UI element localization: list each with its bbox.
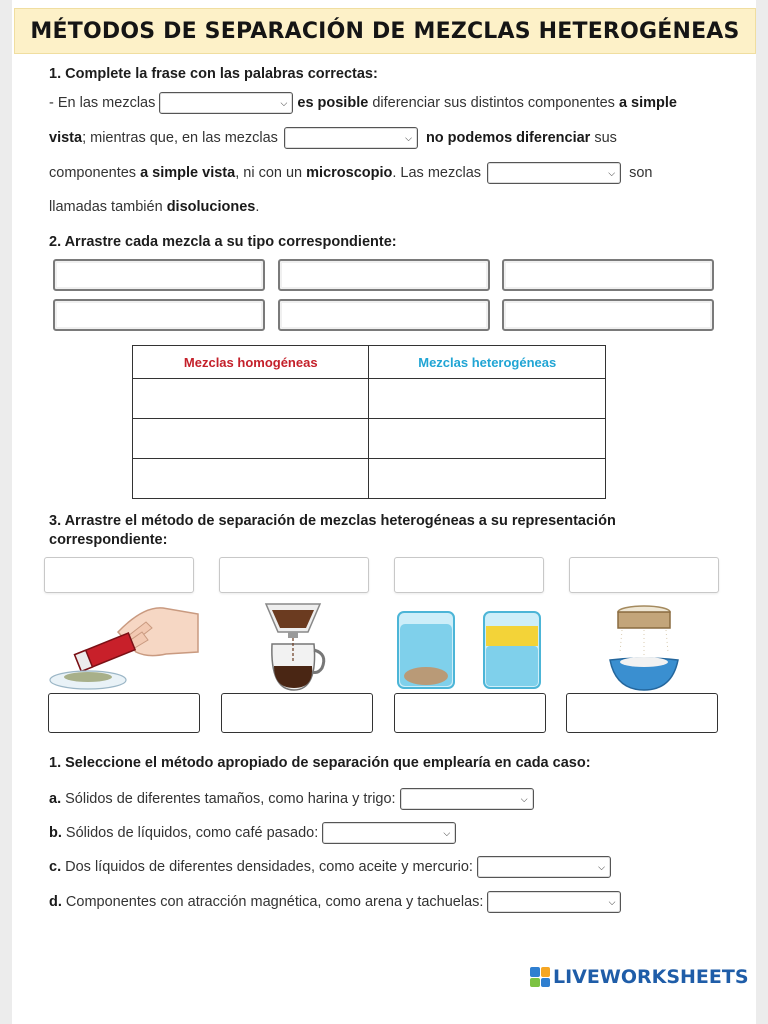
drag-item[interactable] [502,299,714,331]
drag-item[interactable] [53,259,265,291]
item-text: Sólidos de líquidos, como café pasado: [65,825,319,841]
q1-heading: 1. Complete la frase con las palabras correctas: [49,66,378,82]
q1-text: ; mientras que, en las mezclas [82,130,278,146]
q1-line-3 [49,162,652,184]
drop-cell[interactable] [133,379,369,419]
drag-item[interactable] [278,259,490,291]
decantation-beakers-icon [394,606,546,692]
drag-item[interactable] [53,299,265,331]
q1-text: a simple [618,95,677,111]
item-letter: c. [49,859,62,875]
drop-target[interactable] [48,693,200,733]
drag-method[interactable] [569,557,719,593]
drop-cell[interactable] [133,419,369,459]
drop-cell[interactable] [369,379,606,419]
item-text: Dos líquidos de diferentes densidades, como aceite y mercurio: [65,859,473,875]
q1-text: es posible [297,95,369,111]
drop-cell[interactable] [369,459,606,499]
chevron-down-icon: ⌵ [608,167,616,178]
drop-target[interactable] [394,693,546,733]
chevron-down-icon: ⌵ [598,861,605,872]
chevron-down-icon: ⌵ [608,896,616,907]
drag-item[interactable] [278,299,490,331]
q1-line-1 [49,92,677,114]
chevron-down-icon: ⌵ [405,132,412,143]
title-banner [14,8,756,54]
q1-text: microscopio [306,165,393,181]
q1-select-3[interactable] [487,162,621,184]
page-title: MÉTODOS DE SEPARACIÓN DE MEZCLAS HETEROGÉNEAS [30,18,740,44]
drag-item[interactable] [502,259,714,291]
q1-select-2[interactable] [284,127,418,149]
q3-heading-line-2: correspondiente: [49,532,168,548]
coffee-filter-icon [262,602,334,692]
q4-select-c[interactable] [477,856,611,878]
q1-text: llamadas también [49,199,163,215]
brand-name: LIVEWORKSHEETS [553,966,749,988]
q4-heading: 1. Seleccione el método apropiado de separación que emplearía en cada caso: [49,755,591,771]
q1-text: diferenciar sus distintos componentes [372,95,615,111]
drop-target[interactable] [566,693,718,733]
q4-item-b [49,822,460,844]
q4-select-d[interactable] [487,891,621,913]
item-text: Componentes con atracción magnética, como arena y tachuelas: [65,894,484,910]
liveworksheets-brand [530,966,749,988]
chevron-down-icon: ⌵ [280,97,288,108]
q1-line-4 [49,199,259,215]
chevron-down-icon: ⌵ [443,827,451,838]
drag-method[interactable] [44,557,194,593]
q4-item-c [49,856,615,878]
q1-text: a simple vista [140,165,236,181]
q1-text: , ni con un [235,165,303,181]
magnet-icon [48,602,200,692]
col-header-homogeneous: Mezclas homogéneas [133,346,369,379]
drop-target[interactable] [221,693,373,733]
item-letter: d. [49,894,62,910]
sieve-icon [606,604,682,692]
liveworksheets-logo-icon [530,967,550,987]
q1-text: componentes [49,165,137,181]
chevron-down-icon: ⌵ [520,793,528,804]
q1-text: . Las mezclas [392,165,482,181]
item-text: Sólidos de diferentes tamaños, como harina y trigo: [65,791,396,807]
item-letter: b. [49,825,62,841]
q1-text: disoluciones [166,199,256,215]
q2-heading: 2. Arrastre cada mezcla a su tipo correspondiente: [49,234,397,250]
q3-heading-line-1: 3. Arrastre el método de separación de mezclas heterogéneas a su representación [49,513,616,529]
q1-text: - En las mezclas [49,95,156,111]
drag-method[interactable] [219,557,369,593]
item-letter: a. [49,791,62,807]
q1-text: . [255,199,260,215]
q4-select-a[interactable] [400,788,534,810]
q1-text: sus [594,130,617,146]
q4-select-b[interactable] [322,822,456,844]
q4-item-d [49,891,625,913]
q1-text: vista [49,130,83,146]
q1-text: son [629,165,653,181]
q1-select-1[interactable] [159,92,293,114]
mixture-classification-table [132,345,606,499]
drag-method[interactable] [394,557,544,593]
q4-item-a [49,788,538,810]
drop-cell[interactable] [133,459,369,499]
q1-text: no podemos diferenciar [425,130,591,146]
col-header-heterogeneous: Mezclas heterogéneas [369,346,606,379]
drop-cell[interactable] [369,419,606,459]
q1-line-2 [49,127,617,149]
